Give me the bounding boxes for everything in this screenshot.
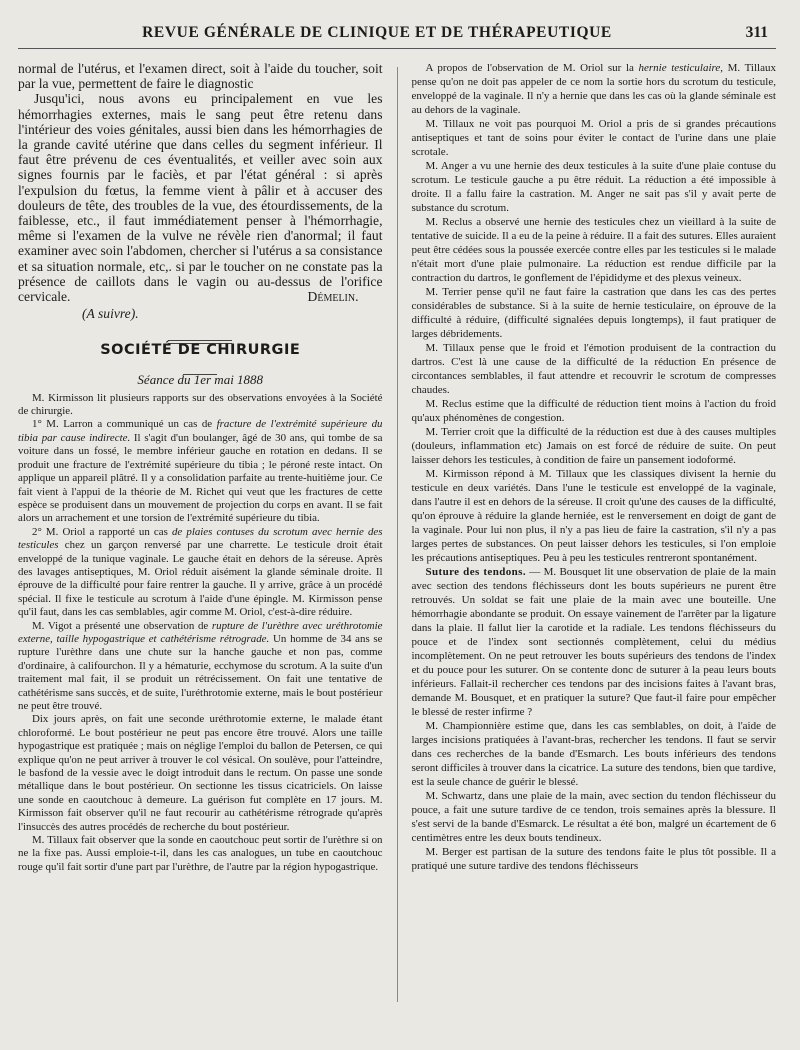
signature-text: Démelin. bbox=[307, 289, 359, 305]
obstetrics-article-end bbox=[18, 61, 383, 322]
left-column bbox=[18, 61, 383, 1016]
text-run: Un homme de 34 ans se rupture l'urèthre dans une chute sur la hanche gauche et non pas, comme d'ordinaire, à califourchon. Il y a hématurie, ecchymose du scrotum. A la suite d'un traitement mal fait, il se produit un rétrécissement. On fait une tentative de cathétérisme sans succès, et de suite, l'uréthrotomie externe, mais le bout postérieur ne peut être trouvé. bbox=[18, 632, 383, 712]
text-run: 1° M. Larron a communiqué un cas de bbox=[32, 418, 217, 431]
paragraph: M. Championnière estime que, dans les cas semblables, on doit, à l'aide de larges incisions pratiquées à l'avant-bras, rechercher les tendons. Il faut se servir dans ces recherches de la bande d'Esmarch. Les bouts inférieurs des tendons seront difficiles à trouver dans la cicatrice. La suture des tendons, bien que tardive, est la seule chance de guérir le blessé. bbox=[411, 720, 776, 788]
paragraph: M. Anger a vu une hernie des deux testicules à la suite d'une plaie contuse du scrotum. Le testicule gauche a pu être réduit. La réduction a été impossible à droite. Il a fallu faire la castration. M. Anger ne sait pas s'il y avait perte de substance du scrotum. bbox=[411, 160, 776, 214]
paragraph bbox=[18, 620, 383, 714]
surgery-society-reports bbox=[18, 392, 383, 875]
paragraph: M. Reclus estime que la difficulté de réduction tient moins à l'action du froid qu'aux phénomènes de congestion. bbox=[411, 398, 776, 424]
to-be-continued: (A suivre). bbox=[82, 306, 139, 322]
paragraph: M. Kirmisson lit plusieurs rapports sur des observations envoyées à la Société de chirurgie. bbox=[18, 391, 383, 418]
run-in-heading: Suture des tendons. bbox=[425, 566, 526, 578]
paragraph: M. Tillaux pense que le froid et l'émotion produisent de la contraction du dartros. C'est là une cause de la difficulté de la réduction En présence de circontances semblables, il faut attendre et recouvrir le scrotum de compresses chaudes. bbox=[411, 342, 776, 396]
page-number: 311 bbox=[745, 24, 768, 41]
paragraph: normal de l'utérus, et l'examen direct, soit à l'aide du toucher, soit par la vue, permettent de faire le diagnostic bbox=[18, 61, 383, 92]
section-ornament bbox=[18, 329, 383, 334]
text-run: Il s'agit d'un boulanger, âgé de 30 ans, qui tombe de sa voiture dans un fossé, le membre inférieur gauche en rotation en dedans. Il se produit une fracture de l'extrémité supérieure du tibia ; le péroné reste intact. On applique un appareil plâtré. Il y a consolidation parfaite au trente-huitième jour. Ce fait vient à l'appui de la théorie de M. Richet qui veut que les fractures de cette espèce se produisent dans un mouvement de projection du corps en avant. Il se fait alors un arrachement et une torsion de l'extrémité supérieure du tibia. bbox=[18, 431, 383, 525]
paragraph: M. Reclus a observé une hernie des testicules chez un vieillard à la suite de tentative de suicide. Il a eu de la peine à réduire. Il a fait des sutures. Elles auraient peut être cédées sous la poussée exercée contre elles par les testicules si le malade n'était mort d'une plaie pulmonaire. La réduction est rendue difficile par la contraction du dartros, le gonflement de l'épididyme et des plexus veineux. bbox=[411, 216, 776, 284]
paragraph: M. Berger est partisan de la suture des tendons faite le plus tôt possible. Il a pratiqué une suture tardive des tendons fléchisseurs bbox=[411, 846, 776, 872]
paragraph: Dix jours après, on fait une seconde uréthrotomie externe, le malade étant chloroformé. Le bout postérieur ne peut pas encore être trouvé. Alors une taille hypogastrique est pratiquée ; mais on néglige l'emploi du ballon de Petersen, ce qui explique qu'on ne peut arriver à trouver le col vésical. On soulève, pour l'atteindre, le basfond de la vessie avec le doigt introduit dans le rectum. On passe une sonde métallique dans le bout postérieur. On sectionne les tissus cicatriciels. On laisse une sonde en caoutchouc à demeure. La guérison fut complète en 17 jours. M. Kirmisson fait observer qu'il ne faut recourir au cathétérisme rétrograde qu'après l'insuccès des autres procédés de recherche du bout postérieur. bbox=[18, 713, 383, 833]
session-date: Séance du 1er mai 1888 bbox=[137, 371, 264, 387]
paragraph: M. Kirmisson répond à M. Tillaux que les classiques divisent la hernie du testicule en deux variétés. Dans l'une le testicule est enveloppé de la vaginale, dans l'autre il est en dehors de la séreuse. Il croit qu'une des causes de la difficulté, qu'on éprouve à réduire la glande herniée, est le renversement en doigt de gant de la vaginale. Pour lui non plus, il n'y a pas lieu de faire la castration, s'il n'y a pas larges pertes de substances. On peut laisser dehors les testicules, si l'on emploie les précautions antiseptiques. Peu à peu les testicules rentreront spontanément. bbox=[411, 468, 776, 564]
text-run: A propos de l'observation de M. Oriol sur la bbox=[425, 62, 639, 74]
case-title: rupture de l'urèthre avec uréthrotomie externe, taille hypogastrique et cathétérisme rétrograde. bbox=[18, 619, 383, 645]
text-run: — M. Bousquet lit une observation de plaie de la main avec section des tendons fléchisseurs dont les bouts supérieurs ne purent être retrouvés. Un soldat se fait une plaie de la main avec une bouteille. Une hémorrhagie abondante se produit. On essaye vainement de l'arrêter par la ligature dans la plaie. Il fallut lier la carotide et la radiale. Les tendons fléchisseurs du pouce et de l'index sont sectionnés complètement, celui du médius incomplètement. On ne peut retrouver les bouts supérieurs des tendons de l'index et du pouce pour les suturer. On se contente donc de suturer à la peau leurs bouts inférieurs. Fallait-il rechercher ces tendons par des incisions faites à l'avant bras, demande M. Bousquet, et en pratiquer la suture? Que faut-il faire pour empêcher le blessé de rester infirme ? bbox=[411, 566, 776, 718]
text-run: , M. Tillaux pense qu'on ne doit pas appeler de ce nom la sortie hors du scrotum du testicule, enveloppé de la vaginale. Il n'y a hernie que dans les cas où la glande séminale est au dehors de la vaginale. bbox=[411, 62, 776, 116]
paragraph: M. Terrier croit que la difficulté de la réduction est due à des causes multiples (douleurs, inflammation etc) Jamais on est forcé de réduire de suite. On peut laisser dehors les testicules, à condition de faire un pansement iodoformé. bbox=[411, 426, 776, 466]
running-header bbox=[18, 22, 776, 49]
journal-title: REVUE GÉNÉRALE DE CLINIQUE ET DE THÉRAPEUTIQUE bbox=[142, 24, 612, 41]
paragraph: M. Terrier pense qu'il ne faut faire la castration que dans les cas des pertes considérables de substance. Si à la suite de hernie testiculaire, on éprouve de la difficulté à réduire, (difficulté signalées depuis longtemps), il faut pratiquer de larges débridements. bbox=[411, 286, 776, 340]
section-title: SOCIÉTÉ DE CHIRURGIE bbox=[100, 341, 301, 358]
paragraph: M. Tillaux ne voit pas pourquoi M. Oriol a pris de si grandes précautions antiseptiques et tant de soins pour éviter le contact de l'urine dans une plaie scrotale. bbox=[411, 118, 776, 158]
case-title: de plaies contuses du scrotum avec hernie des testicules bbox=[18, 525, 383, 552]
topic-term: hernie testiculaire bbox=[638, 62, 721, 74]
two-column-body bbox=[18, 61, 776, 1016]
paragraph bbox=[18, 418, 383, 525]
text-run: 2° M. Oriol a rapporté un cas bbox=[32, 525, 172, 538]
title-ornament bbox=[18, 360, 383, 366]
paragraph bbox=[411, 565, 776, 719]
paragraph bbox=[18, 526, 383, 620]
paragraph: M. Schwartz, dans une plaie de la main, avec section du tendon fléchisseur du pouce, a fait une suture tardive de ce tendon, trois semaines après la blessure. Il s'est servi de la bande d'Esmarck. Le résultat a été bon, malgré un écartement de 6 centimètres entre les deux bouts tendineux. bbox=[411, 790, 776, 844]
text-run: M. Vigot a présenté une observation de bbox=[32, 619, 212, 632]
column-divider bbox=[397, 67, 398, 1002]
author-signature bbox=[18, 289, 383, 304]
paragraph: M. Tillaux fait observer que la sonde en caoutchouc peut sortir de l'urèthre si on ne la fixe pas. Aussi emploie-t-il, dans les cas analogues, un tube en caoutchouc rouge qu'il fait sortir d'une part par l'urèthre, de l'autre par la région hypogastrique. bbox=[18, 834, 383, 873]
paragraph: Jusqu'ici, nous avons eu principalement en vue les hémorrhagies externes, mais le sang peut être retenu dans l'intérieur des voies génitales, aussi bien dans les hémorrhagies de la grande cavité utérine que dans celles du segment inférieur. Il faut être prévenu de ces éventualités, et veiller avec soin aux signes fournis par le faciès, et par l'état général : si après l'expulsion du fœtus, la femme vient à pâlir et à accuser des douleurs de tête, des troubles de la vue, des étourdissements, de la faiblesse, etc., il faut immédiatement penser à l'hémorrhagie, même si l'examen de la vulve ne révèle rien d'anormal; il faut examiner avec soin l'abdomen, chercher si l'utérus a sa consistance et sa situation normale, etc,. si par le toucher on ne constate pas la présence de caillots dans le vagin ou au-dessus de l'orifice cervicale. bbox=[18, 91, 383, 305]
right-column bbox=[411, 61, 776, 1016]
text-run: chez un garçon renversé par une charrette. Le testicule droit était enveloppé de la tunique vaginale. Le gauche était en dehors de la séreuse. Après des lavages antiseptiques, M. Oriol réduit aisément la glande séminale droite. Il éprouve de la difficulté pour faire rentrer la gauche. Il y arrive, grâce à un procédé spécial. Il fixe le testicule au scrotum à l'aide d'une épingle. M. Kirmisson pense qu'il faut, dans les cas semblables, agir comme M. Oriol, c'est-à-dire réduire. bbox=[18, 539, 383, 619]
case-title: fracture de l'extrémité supérieure du tibia par cause indirecte. bbox=[18, 418, 383, 444]
paragraph bbox=[411, 61, 776, 117]
